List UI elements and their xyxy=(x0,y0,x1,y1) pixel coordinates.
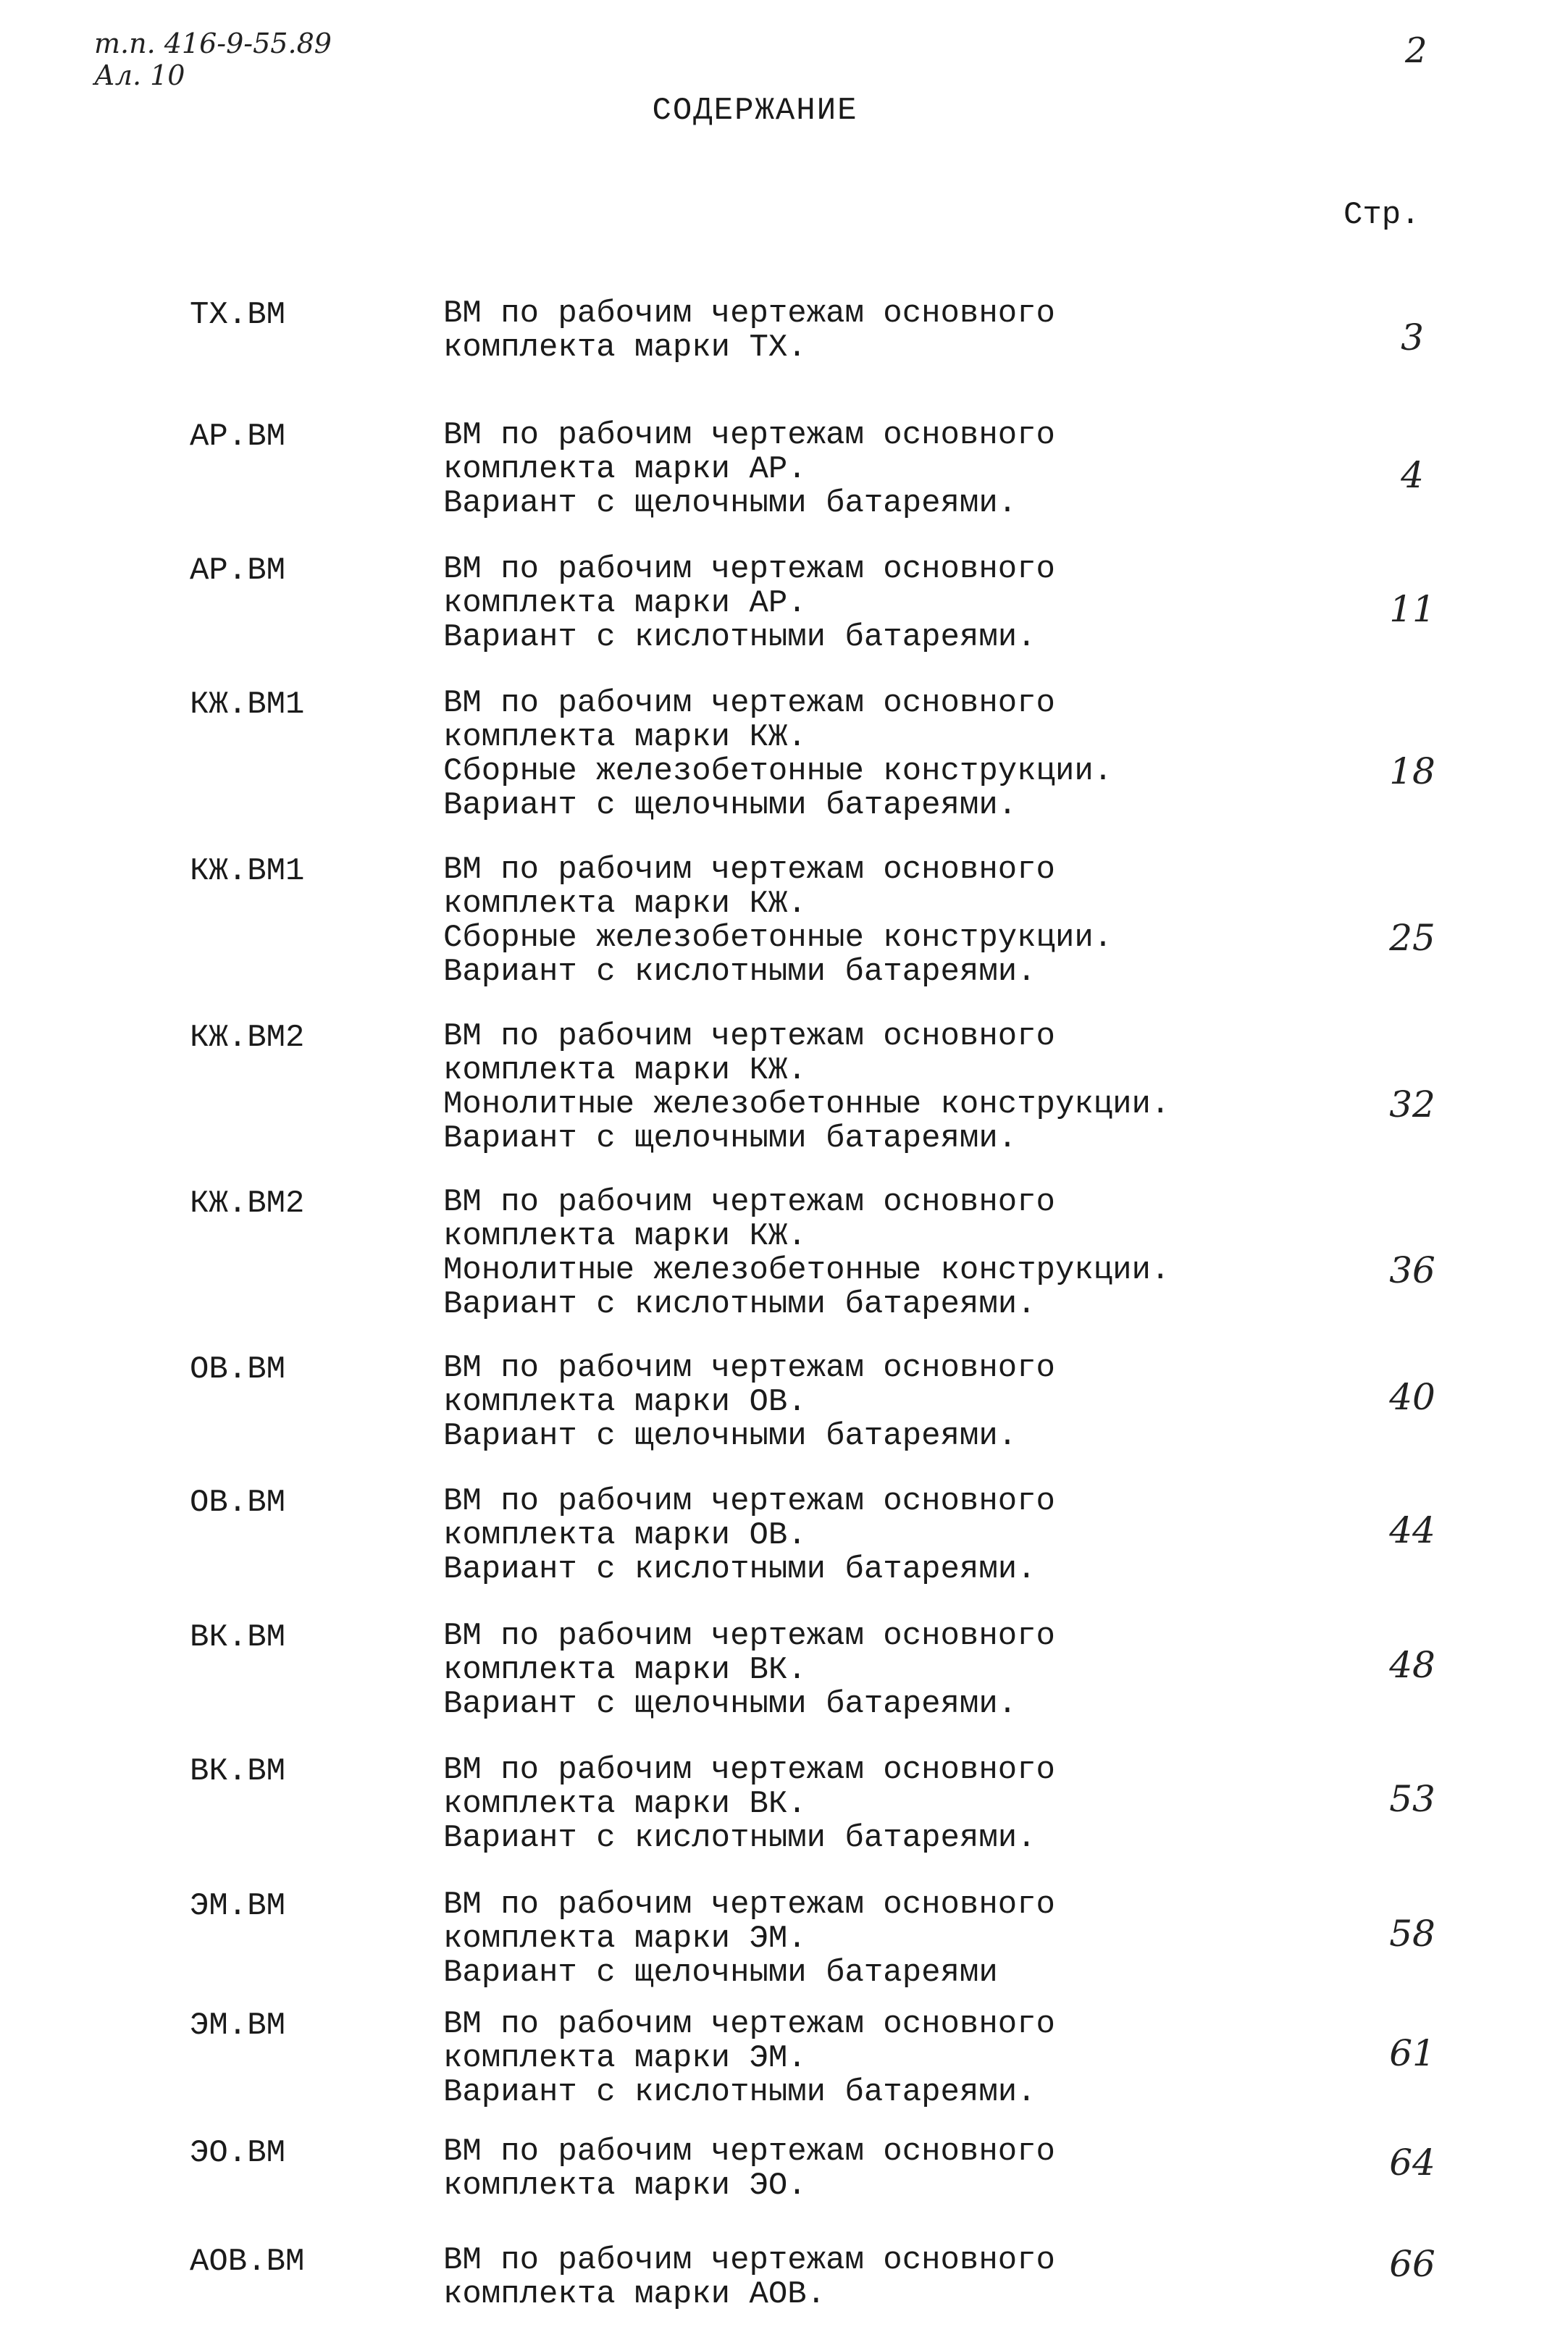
toc-entry-description-line: комплекта марки ТХ. xyxy=(443,330,807,366)
toc-entry-description-line: комплекта марки ОВ. xyxy=(443,1384,807,1420)
toc-entry-description-line: ВМ по рабочим чертежам основного xyxy=(443,295,1055,332)
toc-entry-code: ТХ.ВМ xyxy=(190,297,286,333)
toc-entry-description xyxy=(443,1485,1055,1587)
document-code-line: т.п. 416-9-55.89 xyxy=(94,28,332,59)
toc-entry-description xyxy=(443,297,1055,365)
toc-entry-description-line: ВМ по рабочим чертежам основного xyxy=(443,551,1055,587)
toc-entry-description xyxy=(443,2244,1055,2312)
toc-entry-page-number: 40 xyxy=(1389,1376,1435,1418)
toc-entry-description xyxy=(443,2008,1055,2110)
toc-entry-description-line: Вариант с щелочными батареями. xyxy=(443,1686,1018,1722)
page-column-header: Стр. xyxy=(1343,197,1420,233)
toc-entry-description-line: ВМ по рабочим чертежам основного xyxy=(443,1184,1055,1220)
toc-entry-description-line: комплекта марки АР. xyxy=(443,451,807,487)
toc-entry-page-number: 58 xyxy=(1389,1913,1435,1955)
toc-entry-page-number: 48 xyxy=(1389,1644,1435,1686)
toc-entry-description xyxy=(443,553,1055,655)
toc-entry-description xyxy=(443,419,1055,521)
toc-entry-description-line: Сборные железобетонные конструкции. xyxy=(443,920,1113,956)
toc-entry-page-number: 44 xyxy=(1389,1509,1435,1551)
toc-entry-description-line: ВМ по рабочим чертежам основного xyxy=(443,1752,1055,1788)
toc-entry-page-number: 64 xyxy=(1389,2142,1435,2184)
toc-entry-page-number: 18 xyxy=(1389,750,1435,792)
toc-entry-description-line: Монолитные железобетонные конструкции. xyxy=(443,1252,1170,1288)
toc-entry-description-line: ВМ по рабочим чертежам основного xyxy=(443,1018,1055,1054)
toc-entry-description-line: ВМ по рабочим чертежам основного xyxy=(443,852,1055,888)
toc-entry-description-line: ВМ по рабочим чертежам основного xyxy=(443,2242,1055,2278)
toc-entry-description-line: Вариант с кислотными батареями. xyxy=(443,2074,1036,2110)
toc-entry-description-line: ВМ по рабочим чертежам основного xyxy=(443,1350,1055,1386)
toc-entry-description-line: комплекта марки КЖ. xyxy=(443,886,807,922)
toc-entry-code: ЭМ.ВМ xyxy=(190,1888,286,1924)
toc-entry-description-line: ВМ по рабочим чертежам основного xyxy=(443,1887,1055,1923)
toc-entry-code: АОВ.ВМ xyxy=(190,2244,305,2280)
toc-entry-description-line: Вариант с щелочными батареями xyxy=(443,1955,998,1991)
toc-entry-description-line: ВМ по рабочим чертежам основного xyxy=(443,2006,1055,2042)
toc-entry-page-number: 36 xyxy=(1389,1249,1435,1291)
toc-entry-page-number: 53 xyxy=(1389,1778,1435,1820)
toc-entry-description xyxy=(443,1619,1055,1722)
toc-entry-page-number: 32 xyxy=(1389,1083,1435,1125)
toc-entry-code: КЖ.ВМ2 xyxy=(190,1020,305,1056)
toc-entry-page-number: 3 xyxy=(1401,316,1424,358)
toc-entry-code: ВК.ВМ xyxy=(190,1619,286,1656)
toc-entry-description-line: комплекта марки КЖ. xyxy=(443,719,807,755)
toc-entry-description-line: Вариант с щелочными батареями. xyxy=(443,485,1018,521)
toc-entry-description xyxy=(443,2135,1055,2203)
toc-entry-description-line: комплекта марки ЭО. xyxy=(443,2168,807,2204)
toc-entry-code: ОВ.ВМ xyxy=(190,1485,286,1521)
toc-entry-code: ВК.ВМ xyxy=(190,1753,286,1790)
toc-entry-description xyxy=(443,1753,1055,1855)
toc-entry-description xyxy=(443,1186,1170,1322)
toc-entry-description xyxy=(443,1351,1055,1454)
toc-entry-description-line: комплекта марки КЖ. xyxy=(443,1052,807,1089)
toc-entry-code: ОВ.ВМ xyxy=(190,1351,286,1388)
toc-entry-description-line: Вариант с щелочными батареями. xyxy=(443,1120,1018,1157)
toc-entry-page-number: 61 xyxy=(1389,2032,1435,2074)
toc-entry-description-line: ВМ по рабочим чертежам основного xyxy=(443,1618,1055,1654)
toc-entry-description-line: Вариант с кислотными батареями. xyxy=(443,1551,1036,1588)
toc-entry-page-number: 66 xyxy=(1389,2243,1435,2285)
album-number-line: Ал. 10 xyxy=(94,59,185,91)
toc-entry-description-line: комплекта марки ЭМ. xyxy=(443,1921,807,1957)
toc-entry-code: КЖ.ВМ2 xyxy=(190,1186,305,1222)
toc-entry-description-line: Вариант с кислотными батареями. xyxy=(443,1286,1036,1322)
toc-entry-page-number: 4 xyxy=(1401,454,1424,496)
toc-entry-description-line: комплекта марки КЖ. xyxy=(443,1218,807,1254)
toc-entry-description-line: Вариант с щелочными батареями. xyxy=(443,1418,1018,1454)
toc-entry-page-number: 25 xyxy=(1389,917,1435,959)
document-code-annotation xyxy=(94,28,332,91)
toc-entry-code: АР.ВМ xyxy=(190,553,286,589)
page-title: СОДЕРЖАНИЕ xyxy=(652,93,858,129)
toc-entry-page-number: 11 xyxy=(1389,588,1435,630)
toc-entry-description-line: комплекта марки ОВ. xyxy=(443,1517,807,1553)
toc-entry-description-line: комплекта марки АОВ. xyxy=(443,2276,826,2312)
toc-entry-description-line: Вариант с кислотными батареями. xyxy=(443,619,1036,655)
page-number: 2 xyxy=(1405,30,1427,71)
toc-entry-description-line: комплекта марки ВК. xyxy=(443,1786,807,1822)
toc-entry-description-line: ВМ по рабочим чертежам основного xyxy=(443,685,1055,721)
toc-entry-description xyxy=(443,687,1112,823)
toc-entry-code: КЖ.ВМ1 xyxy=(190,853,305,889)
toc-entry-code: ЭМ.ВМ xyxy=(190,2008,286,2044)
toc-entry-description xyxy=(443,1888,1055,1990)
toc-entry-code: ЭО.ВМ xyxy=(190,2135,286,2171)
toc-entry-description-line: Сборные железобетонные конструкции. xyxy=(443,753,1113,789)
toc-entry-description-line: ВМ по рабочим чертежам основного xyxy=(443,417,1055,453)
toc-entry-description-line: Вариант с щелочными батареями. xyxy=(443,787,1018,823)
toc-entry-description-line: Вариант с кислотными батареями. xyxy=(443,954,1036,990)
toc-entry-description-line: ВМ по рабочим чертежам основного xyxy=(443,2134,1055,2170)
toc-entry-description-line: комплекта марки АР. xyxy=(443,585,807,621)
toc-entry-description-line: комплекта марки ВК. xyxy=(443,1652,807,1688)
toc-entry-description-line: Монолитные железобетонные конструкции. xyxy=(443,1086,1170,1123)
toc-entry-description-line: комплекта марки ЭМ. xyxy=(443,2040,807,2076)
toc-entry-description-line: Вариант с кислотными батареями. xyxy=(443,1820,1036,1856)
toc-entry-code: АР.ВМ xyxy=(190,419,286,455)
toc-entry-description-line: ВМ по рабочим чертежам основного xyxy=(443,1483,1055,1519)
toc-entry-code: КЖ.ВМ1 xyxy=(190,687,305,723)
toc-entry-description xyxy=(443,853,1112,989)
toc-entry-description xyxy=(443,1020,1170,1156)
